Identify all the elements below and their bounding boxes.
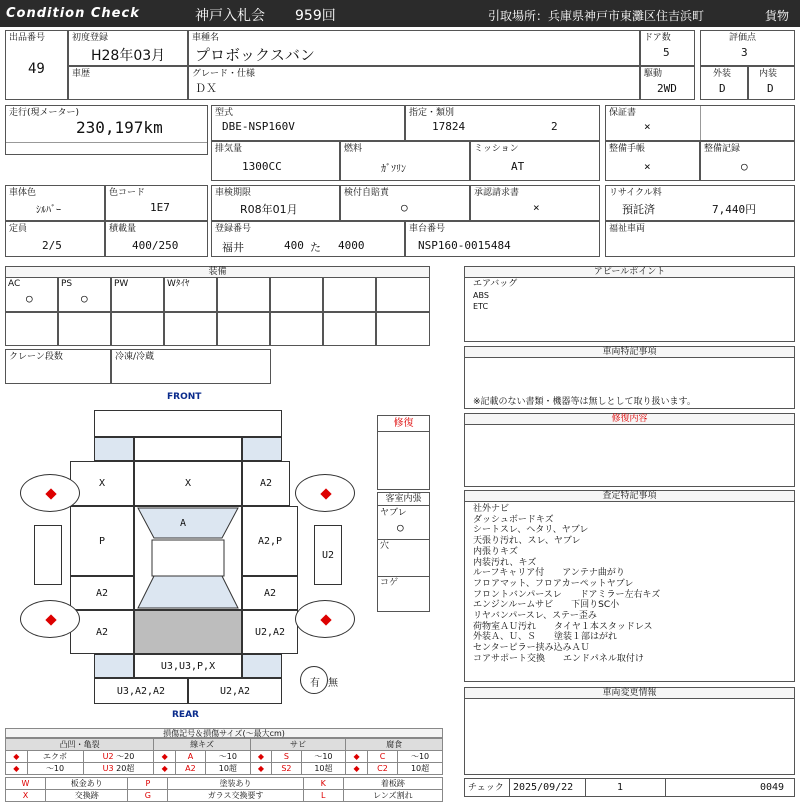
fridge-box <box>111 349 271 384</box>
hood: X <box>134 461 242 506</box>
legend-cell: エクボ <box>27 751 83 763</box>
inspection-note: 天張り汚れ、スレ、ヤブレ <box>473 536 581 547</box>
legend-cell <box>83 763 154 775</box>
equip-cell <box>58 312 111 346</box>
mileage-label: 走行(現メーター) <box>9 108 80 118</box>
ext-box <box>700 66 748 100</box>
model-value: プロボックスバン <box>195 46 315 64</box>
rear-door-right: A2 <box>242 576 298 610</box>
grade-box <box>188 66 640 100</box>
equip-cell <box>164 312 217 346</box>
plate-class: 400 <box>284 239 304 252</box>
diamond-icon: ◆ <box>6 751 28 763</box>
header-pickup: 引取場所：兵庫県神戸市東灘区住吉浜町 <box>488 9 705 23</box>
diamond-icon: ◆ <box>346 751 368 763</box>
rear-label: REAR <box>172 710 199 720</box>
equip-cell <box>376 312 430 346</box>
legend-group-name: 腐食 <box>346 739 443 751</box>
spare-no: 無 <box>328 678 338 689</box>
inspection-note: 荷物室ＡＵ汚れ タイヤ１本スタッドレス <box>473 621 653 632</box>
changes-title: 車両変更情報 <box>465 688 794 699</box>
header-type: 貨物 <box>765 9 790 23</box>
approval-box <box>470 185 600 221</box>
crane-box <box>5 349 111 384</box>
equip-cell-pw <box>111 277 164 312</box>
model-code-label: 型式 <box>215 108 234 118</box>
load-label: 積載量 <box>109 224 137 234</box>
wheel-front-left <box>20 474 80 512</box>
appeal-title: アピールポイント <box>465 267 794 278</box>
cabin-title: 客室内張 <box>378 493 429 506</box>
special-notes-footer: ※記載のない書類・機器等は無しとして取り扱います。 <box>473 397 696 407</box>
legend-code: S2 <box>272 763 301 775</box>
roof-value: A <box>180 518 187 529</box>
maint-record-value: ○ <box>741 160 748 173</box>
legend-code: X <box>6 790 46 802</box>
header-title: Condition Check <box>6 6 140 21</box>
model-box <box>188 30 640 66</box>
warranty-value: × <box>644 120 651 133</box>
rear-fender-right: U2,A2 <box>242 610 298 654</box>
legend-desc: 板金あり <box>46 778 128 790</box>
legend-size: 10超 <box>205 763 250 775</box>
legend-code: K <box>303 778 343 790</box>
category-value: 2 <box>551 120 558 133</box>
legend-code: L <box>303 790 343 802</box>
inspection-note: 内装汚れ、キズ <box>473 557 537 568</box>
auto-tax-value: ○ <box>401 201 408 214</box>
legend-desc: 塗装あり <box>168 778 303 790</box>
cargo-floor <box>134 610 242 654</box>
history-box <box>68 66 188 100</box>
check-code: 0049 <box>760 782 785 793</box>
equip-cell <box>270 277 323 312</box>
load-value: 400/250 <box>132 239 179 252</box>
color-value: ｼﾙﾊﾞｰ <box>36 205 61 216</box>
wheel-rear-right <box>295 600 355 638</box>
diamond-icon: ◆ <box>6 763 28 775</box>
inspection-note: 社外ナビ <box>473 504 510 514</box>
front-bumper <box>94 410 282 437</box>
doors-box <box>640 30 695 66</box>
legend-group-name: 線キズ <box>154 739 250 751</box>
legend-size: 20超 <box>116 764 135 773</box>
equip-cell <box>270 312 323 346</box>
cabin-item-label: ヤブレ <box>380 508 407 518</box>
first-reg-label: 初度登録 <box>72 33 109 43</box>
recycle-amount: 7,440円 <box>712 203 757 216</box>
legend-group-name: 凸凹・亀裂 <box>6 739 154 751</box>
capacity-box <box>5 221 105 257</box>
legend-desc: 交換跡 <box>46 790 128 802</box>
inspection-note: ダッシュボードキズ <box>473 514 554 525</box>
windshield <box>134 506 242 611</box>
score-label: 評価点 <box>729 33 757 43</box>
inspection-note: 内張りキズ <box>473 546 518 557</box>
rear-fender-left: A2 <box>70 610 134 654</box>
diamond-icon: ◆ <box>154 751 176 763</box>
front-fender-left: X <box>70 461 134 506</box>
cabin-item-label: 穴 <box>380 541 390 551</box>
color-code-value: 1E7 <box>150 201 170 214</box>
plate-area: 福井 <box>222 241 244 254</box>
score-value: 3 <box>741 46 748 59</box>
plate-box <box>211 221 405 257</box>
legend-size: 10超 <box>301 763 346 775</box>
inspection-note: エンジンルームサビ 下回りSC小 <box>473 600 620 611</box>
first-reg-box <box>68 30 188 66</box>
inspection-note: フロントバンパースレ ドアミラー左右キズ <box>473 589 661 600</box>
legend-title: 損傷記号＆損傷サイズ(～最大cm) <box>5 728 443 738</box>
inspection-notes-panel <box>464 490 795 682</box>
equip-cell-ac <box>5 277 58 312</box>
fuel-label: 燃料 <box>344 144 363 154</box>
displacement-value: 1300CC <box>242 160 282 173</box>
front-label: FRONT <box>167 392 202 402</box>
capacity-value: 2/5 <box>42 239 62 252</box>
legend-size: ～10 <box>301 751 346 763</box>
diamond-icon: ◆ <box>250 763 272 775</box>
warranty-box <box>605 105 795 141</box>
recycle-box <box>605 185 795 221</box>
appeal-panel <box>464 266 795 342</box>
side-panel-right: U2 <box>314 525 342 585</box>
legend-code: A <box>175 751 205 763</box>
history-label: 車歴 <box>72 69 91 79</box>
maint-record-box <box>700 141 795 181</box>
equip-cell <box>376 277 430 312</box>
warranty-label: 保証書 <box>609 108 637 118</box>
grade-label: グレード・仕様 <box>192 69 256 79</box>
score-box <box>700 30 795 66</box>
check-row <box>464 778 795 797</box>
wheel-front-right <box>295 474 355 512</box>
header-bar <box>0 0 800 27</box>
drive-value: 2WD <box>657 82 677 95</box>
inspection-note: リヤバンパースレ、ステー歪み <box>473 611 597 622</box>
mission-value: AT <box>511 160 525 173</box>
legend-size: ～10 <box>398 751 443 763</box>
legend-code: S <box>272 751 301 763</box>
chassis-label: 車台番号 <box>409 224 446 234</box>
side-panel-left <box>34 525 62 585</box>
welfare-label: 福祉車両 <box>609 224 646 234</box>
maint-record-label: 整備記録 <box>704 144 741 154</box>
designation-label: 指定・類別 <box>409 108 455 118</box>
diamond-icon: ◆ <box>154 763 176 775</box>
wheel-rear-left <box>20 600 80 638</box>
inspection-note: フロアマット、フロアカーペットヤブレ <box>473 578 634 589</box>
recycle-label: リサイクル料 <box>609 188 662 198</box>
inspection-note: シートスレ、ヘタリ、ヤブレ <box>473 525 589 536</box>
inspection-note: 外装Ａ、Ｕ、Ｓ 塗装１部はがれ <box>473 632 618 643</box>
repair-content-title: 修復内容 <box>465 414 794 425</box>
taillight-left <box>94 654 134 678</box>
rear-bumper-left: U3,A2,A2 <box>94 678 188 704</box>
equip-cell <box>111 312 164 346</box>
plate-label: 登録番号 <box>215 224 252 234</box>
inspection-notes-title: 査定特記事項 <box>465 491 794 502</box>
auto-tax-label: 検付自賠責 <box>344 188 390 198</box>
car-diagram <box>0 390 375 720</box>
color-code-label: 色コード <box>109 188 146 198</box>
repair-label: 修復 <box>378 416 429 432</box>
legend-desc: 着板跡 <box>343 778 442 790</box>
legend-code: A2 <box>175 763 205 775</box>
legend <box>5 728 443 802</box>
check-label: チェック <box>468 783 504 793</box>
approval-label: 承認請求書 <box>474 188 520 198</box>
ext-value: D <box>719 82 726 95</box>
hood-front <box>134 437 242 461</box>
taillight-right <box>242 654 282 678</box>
header-auction: 神戸入札会 <box>195 8 265 24</box>
rear-door-left: A2 <box>70 576 134 610</box>
equip-mark-ps: ○ <box>81 292 88 305</box>
front-fender-right: A2 <box>242 461 290 506</box>
fuel-value: ｶﾞｿﾘﾝ <box>381 164 406 175</box>
special-notes-title: 車両特記事項 <box>465 347 794 358</box>
spare-yes: 有 <box>310 678 320 689</box>
inspection-box <box>211 185 340 221</box>
equip-mark-ac: ○ <box>26 292 33 305</box>
lot-box <box>5 30 68 100</box>
displacement-label: 排気量 <box>215 144 243 154</box>
legend-code: U3 <box>102 764 114 773</box>
maint-book-label: 整備手帳 <box>609 144 646 154</box>
front-door-left: P <box>70 506 134 576</box>
appeal-line: ABS <box>473 291 489 300</box>
designation-value: 17824 <box>432 120 466 133</box>
legend-code: W <box>6 778 46 790</box>
designation-box <box>405 105 600 141</box>
legend-code: G <box>128 790 168 802</box>
equip-label-ac: AC <box>8 279 21 289</box>
mission-label: ミッション <box>474 144 519 154</box>
grade-value: ＤＸ <box>195 82 217 95</box>
equip-cell <box>217 312 270 346</box>
header-session: 959回 <box>295 8 336 24</box>
check-num: 1 <box>617 782 624 793</box>
color-code-box <box>105 185 208 221</box>
headlight-right <box>242 437 282 461</box>
cabin-item-label: コゲ <box>380 578 399 588</box>
equip-cell <box>323 277 376 312</box>
fuel-box <box>340 141 470 181</box>
equip-cell-ps <box>58 277 111 312</box>
plate-number: 4000 <box>338 239 365 252</box>
special-notes-panel <box>464 346 795 409</box>
lot-value: 49 <box>28 61 45 77</box>
int-box <box>748 66 795 100</box>
inspection-note: センターピラー挟み込みＡＵ <box>473 643 590 654</box>
mileage-value: 230,197km <box>76 118 163 137</box>
legend-code: U2 <box>102 752 114 761</box>
tire-marker-icon <box>45 488 56 499</box>
maint-book-value: × <box>644 160 651 173</box>
legend-desc: ガラス交換要す <box>168 790 303 802</box>
repair-box <box>377 415 430 490</box>
fridge-label: 冷凍/冷蔵 <box>115 352 155 362</box>
tailgate: U3,U3,P,X <box>134 654 242 678</box>
welfare-box <box>605 221 795 257</box>
legend-cell: ～10 <box>27 763 83 775</box>
doors-value: 5 <box>663 46 670 59</box>
capacity-label: 定員 <box>9 224 28 234</box>
legend-cell <box>83 751 154 763</box>
equip-cell <box>323 312 376 346</box>
cabin-panel <box>377 492 430 612</box>
legend-group-name: サビ <box>250 739 346 751</box>
doors-label: ドア数 <box>644 33 671 43</box>
equip-label-wtire: Wﾀｲﾔ <box>167 279 190 289</box>
headlight-left <box>94 437 134 461</box>
tire-marker-icon <box>45 614 56 625</box>
rear-bumper-right: U2,A2 <box>188 678 282 704</box>
check-date: 2025/09/22 <box>513 782 574 793</box>
equip-cell <box>5 312 58 346</box>
mission-box <box>470 141 600 181</box>
diamond-icon: ◆ <box>346 763 368 775</box>
mileage-box <box>5 105 208 155</box>
appeal-line: エアバッグ <box>473 279 518 289</box>
inspection-note: コアサポート交換 エンドパネル取付け <box>473 653 644 664</box>
first-reg-value: H28年03月 <box>91 48 166 64</box>
color-box <box>5 185 105 221</box>
legend-code: P <box>128 778 168 790</box>
appeal-line: ETC <box>473 302 489 311</box>
ext-label: 外装 <box>713 69 732 79</box>
drive-box <box>640 66 695 100</box>
cabin-item-mark: ○ <box>397 521 404 534</box>
plate-kana: た <box>310 241 321 254</box>
model-code-box <box>211 105 405 141</box>
changes-panel <box>464 687 795 775</box>
equip-label-ps: PS <box>61 279 73 289</box>
inspection-label: 車検期限 <box>215 188 252 198</box>
equip-cell-wtire <box>164 277 217 312</box>
maint-book-box <box>605 141 700 181</box>
chassis-value: NSP160-0015484 <box>418 239 511 252</box>
front-door-right: A2,P <box>242 506 298 576</box>
tire-marker-icon <box>320 488 331 499</box>
model-label: 車種名 <box>192 33 220 43</box>
legend-code: C <box>367 751 397 763</box>
approval-value: × <box>533 201 540 214</box>
inspection-notes-list <box>473 504 660 665</box>
legend-code: C2 <box>367 763 397 775</box>
recycle-status: 預託済 <box>622 203 655 216</box>
lot-label: 出品番号 <box>9 33 46 43</box>
crane-label: クレーン段数 <box>9 352 63 362</box>
model-code-value: DBE-NSP160V <box>222 120 295 133</box>
legend-size: ～10 <box>205 751 250 763</box>
int-value: D <box>767 82 774 95</box>
equipment-title: 装備 <box>6 267 429 278</box>
legend-size: ～20 <box>116 752 135 761</box>
displacement-box <box>211 141 340 181</box>
diamond-icon: ◆ <box>250 751 272 763</box>
drive-label: 駆動 <box>644 69 663 79</box>
int-label: 内装 <box>759 69 778 79</box>
auto-tax-box <box>340 185 470 221</box>
legend-desc: レンズ割れ <box>343 790 442 802</box>
inspection-value: R08年01月 <box>240 203 298 216</box>
repair-content-panel <box>464 413 795 487</box>
load-box <box>105 221 208 257</box>
color-label: 車体色 <box>9 188 37 198</box>
chassis-box <box>405 221 600 257</box>
legend-size: 10超 <box>398 763 443 775</box>
equip-cell <box>217 277 270 312</box>
equip-label-pw: PW <box>114 279 129 289</box>
tire-marker-icon <box>320 614 331 625</box>
inspection-note: ルーフキャリア付 アンテナ曲がり <box>473 568 625 579</box>
